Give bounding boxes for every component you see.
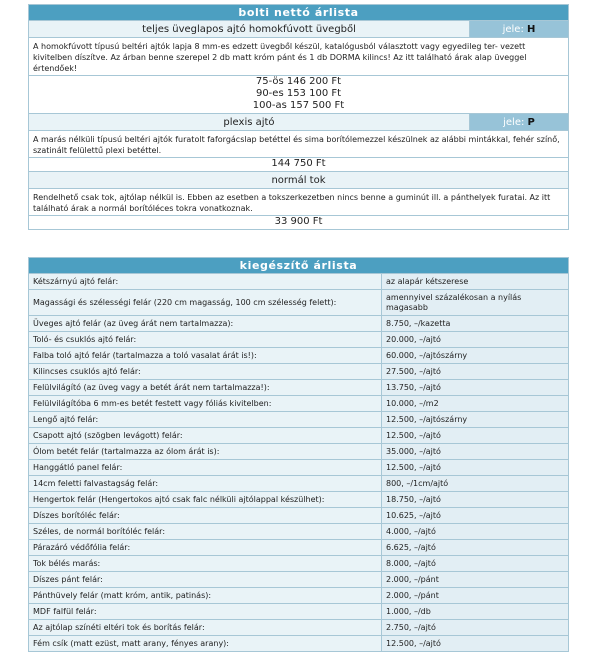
extra-value: 2.000, –/pánt bbox=[382, 588, 569, 604]
extra-label: Díszes pánt felár: bbox=[29, 572, 382, 588]
retail-price-title: bolti nettó árlista bbox=[29, 5, 569, 21]
extras-price-table bbox=[28, 257, 569, 652]
extra-label: MDF falfül felár: bbox=[29, 604, 382, 620]
extra-value: 2.000, –/pánt bbox=[382, 572, 569, 588]
extra-value: 1.000, –/db bbox=[382, 604, 569, 620]
table-row bbox=[29, 604, 569, 620]
extra-value: 10.625, –/ajtó bbox=[382, 508, 569, 524]
table-row bbox=[29, 316, 569, 332]
extra-value: 12.500, –/ajtó bbox=[382, 428, 569, 444]
table-row bbox=[29, 524, 569, 540]
extra-value: 12.500, –/ajtó bbox=[382, 636, 569, 652]
extra-label: Falba toló ajtó felár (tartalmazza a toló vasalat árát is!): bbox=[29, 348, 382, 364]
retail-price-table bbox=[28, 4, 569, 230]
extra-value: 4.000, –/ajtó bbox=[382, 524, 569, 540]
table-row bbox=[29, 428, 569, 444]
product-description-p: A marás nélküli típusú beltéri ajtók furatolt faforgácslap betéttel és sima borítólemezzel készülnek az alábbi mintákkal, fehér színő, szatinált felülettű plexi betéttel. bbox=[29, 131, 569, 158]
extras-price-title: kiegészítő árlista bbox=[29, 258, 569, 274]
extra-label: Üveges ajtó felár (az üveg árát nem tartalmazza): bbox=[29, 316, 382, 332]
extra-label: Széles, de normál borítóléc felár: bbox=[29, 524, 382, 540]
table-row bbox=[29, 636, 569, 652]
table-row bbox=[29, 396, 569, 412]
table-row bbox=[29, 508, 569, 524]
extra-label: Felülvilágítóba 6 mm-es betét festett vagy fóliás kivitelben: bbox=[29, 396, 382, 412]
product-prices-h bbox=[29, 76, 569, 114]
table-row bbox=[29, 412, 569, 428]
extra-label: Hengertok felár (Hengertokos ajtó csak falc nélküli ajtólappal készülhet): bbox=[29, 492, 382, 508]
product-price-tok: 33 900 Ft bbox=[29, 216, 569, 230]
table-row bbox=[29, 348, 569, 364]
table-row bbox=[29, 620, 569, 636]
extra-value: 8.750, –/kazetta bbox=[382, 316, 569, 332]
extra-value: 8.000, –/ajtó bbox=[382, 556, 569, 572]
table-row bbox=[29, 588, 569, 604]
extra-value: 60.000, –/ajtószárny bbox=[382, 348, 569, 364]
product-name-h: teljes üveglapos ajtó homokfúvott üvegből bbox=[29, 21, 470, 38]
extra-label: Az ajtólap színéti eltéri tok és borítás felár: bbox=[29, 620, 382, 636]
table-row bbox=[29, 364, 569, 380]
extra-label: Párazáró védőfólia felár: bbox=[29, 540, 382, 556]
extra-label: Pánthüvely felár (matt króm, antik, patinás): bbox=[29, 588, 382, 604]
extra-value: 10.000, –/m2 bbox=[382, 396, 569, 412]
table-row bbox=[29, 540, 569, 556]
product-code-p: jele: P bbox=[470, 114, 569, 131]
price-line: 75-ös 146 200 Ft bbox=[255, 76, 342, 87]
extra-label: Magassági és szélességi felár (220 cm magasság, 100 cm szélesség felett): bbox=[29, 290, 382, 316]
extra-value: 35.000, –/ajtó bbox=[382, 444, 569, 460]
product-name-tok: normál tok bbox=[29, 172, 569, 189]
extra-label: Ólom betét felár (tartalmazza az ólom árát is): bbox=[29, 444, 382, 460]
extra-value: az alapár kétszerese bbox=[382, 274, 569, 290]
table-row bbox=[29, 274, 569, 290]
table-row bbox=[29, 572, 569, 588]
extra-label: Kilincses csuklós ajtó felár: bbox=[29, 364, 382, 380]
table-row bbox=[29, 380, 569, 396]
extra-label: Kétszárnyú ajtó felár: bbox=[29, 274, 382, 290]
extra-value: 6.625, –/ajtó bbox=[382, 540, 569, 556]
table-row bbox=[29, 460, 569, 476]
extra-label: Toló- és csuklós ajtó felár: bbox=[29, 332, 382, 348]
extra-label: Fém csík (matt ezüst, matt arany, fényes arany): bbox=[29, 636, 382, 652]
product-code-h: jele: H bbox=[470, 21, 569, 38]
extra-label: Tok bélés marás: bbox=[29, 556, 382, 572]
price-line: 100-as 157 500 Ft bbox=[252, 100, 345, 111]
extra-value: 12.500, –/ajtó bbox=[382, 460, 569, 476]
table-row bbox=[29, 492, 569, 508]
extra-label: Hanggátló panel felár: bbox=[29, 460, 382, 476]
extra-label: Felülvilágító (az üveg vagy a betét árát nem tartalmazza!): bbox=[29, 380, 382, 396]
extra-label: Díszes borítóléc felár: bbox=[29, 508, 382, 524]
extra-value: 13.750, –/ajtó bbox=[382, 380, 569, 396]
product-description-tok: Rendelhető csak tok, ajtólap nélkül is. Ebben az esetben a tokszerkezetben nincs benne a guminút ill. a pánthelyek furatai. Az itt található árak a normál borítóléces tokra vonatkoznak. bbox=[29, 189, 569, 216]
price-line: 90-es 153 100 Ft bbox=[255, 88, 342, 99]
product-price-p: 144 750 Ft bbox=[29, 158, 569, 172]
extra-value: 2.750, –/ajtó bbox=[382, 620, 569, 636]
table-row bbox=[29, 332, 569, 348]
extra-label: 14cm feletti falvastagság felár: bbox=[29, 476, 382, 492]
product-description-h: A homokfúvott típusú beltéri ajtók lapja 8 mm-es edzett üvegből készül, katalógusból választott vagy egyedileg ter- vezett kivitelben díszítve. Az árban benne szerepel 2 db matt króm pánt és 1 db DORMA kilincs! Az itt található árak alap üveggel értendőek! bbox=[29, 38, 569, 76]
extra-value: 27.500, –/ajtó bbox=[382, 364, 569, 380]
extra-label: Lengő ajtó felár: bbox=[29, 412, 382, 428]
extra-value: 18.750, –/ajtó bbox=[382, 492, 569, 508]
table-row bbox=[29, 556, 569, 572]
table-row bbox=[29, 444, 569, 460]
extra-value: 800, –/1cm/ajtó bbox=[382, 476, 569, 492]
product-name-p: plexis ajtó bbox=[29, 114, 470, 131]
extra-value: 12.500, –/ajtószárny bbox=[382, 412, 569, 428]
table-row bbox=[29, 290, 569, 316]
extra-label: Csapott ajtó (szögben levágott) felár: bbox=[29, 428, 382, 444]
table-row bbox=[29, 476, 569, 492]
extra-value: 20.000, –/ajtó bbox=[382, 332, 569, 348]
extra-value: amennyivel százalékosan a nyílás magasabb bbox=[382, 290, 569, 316]
